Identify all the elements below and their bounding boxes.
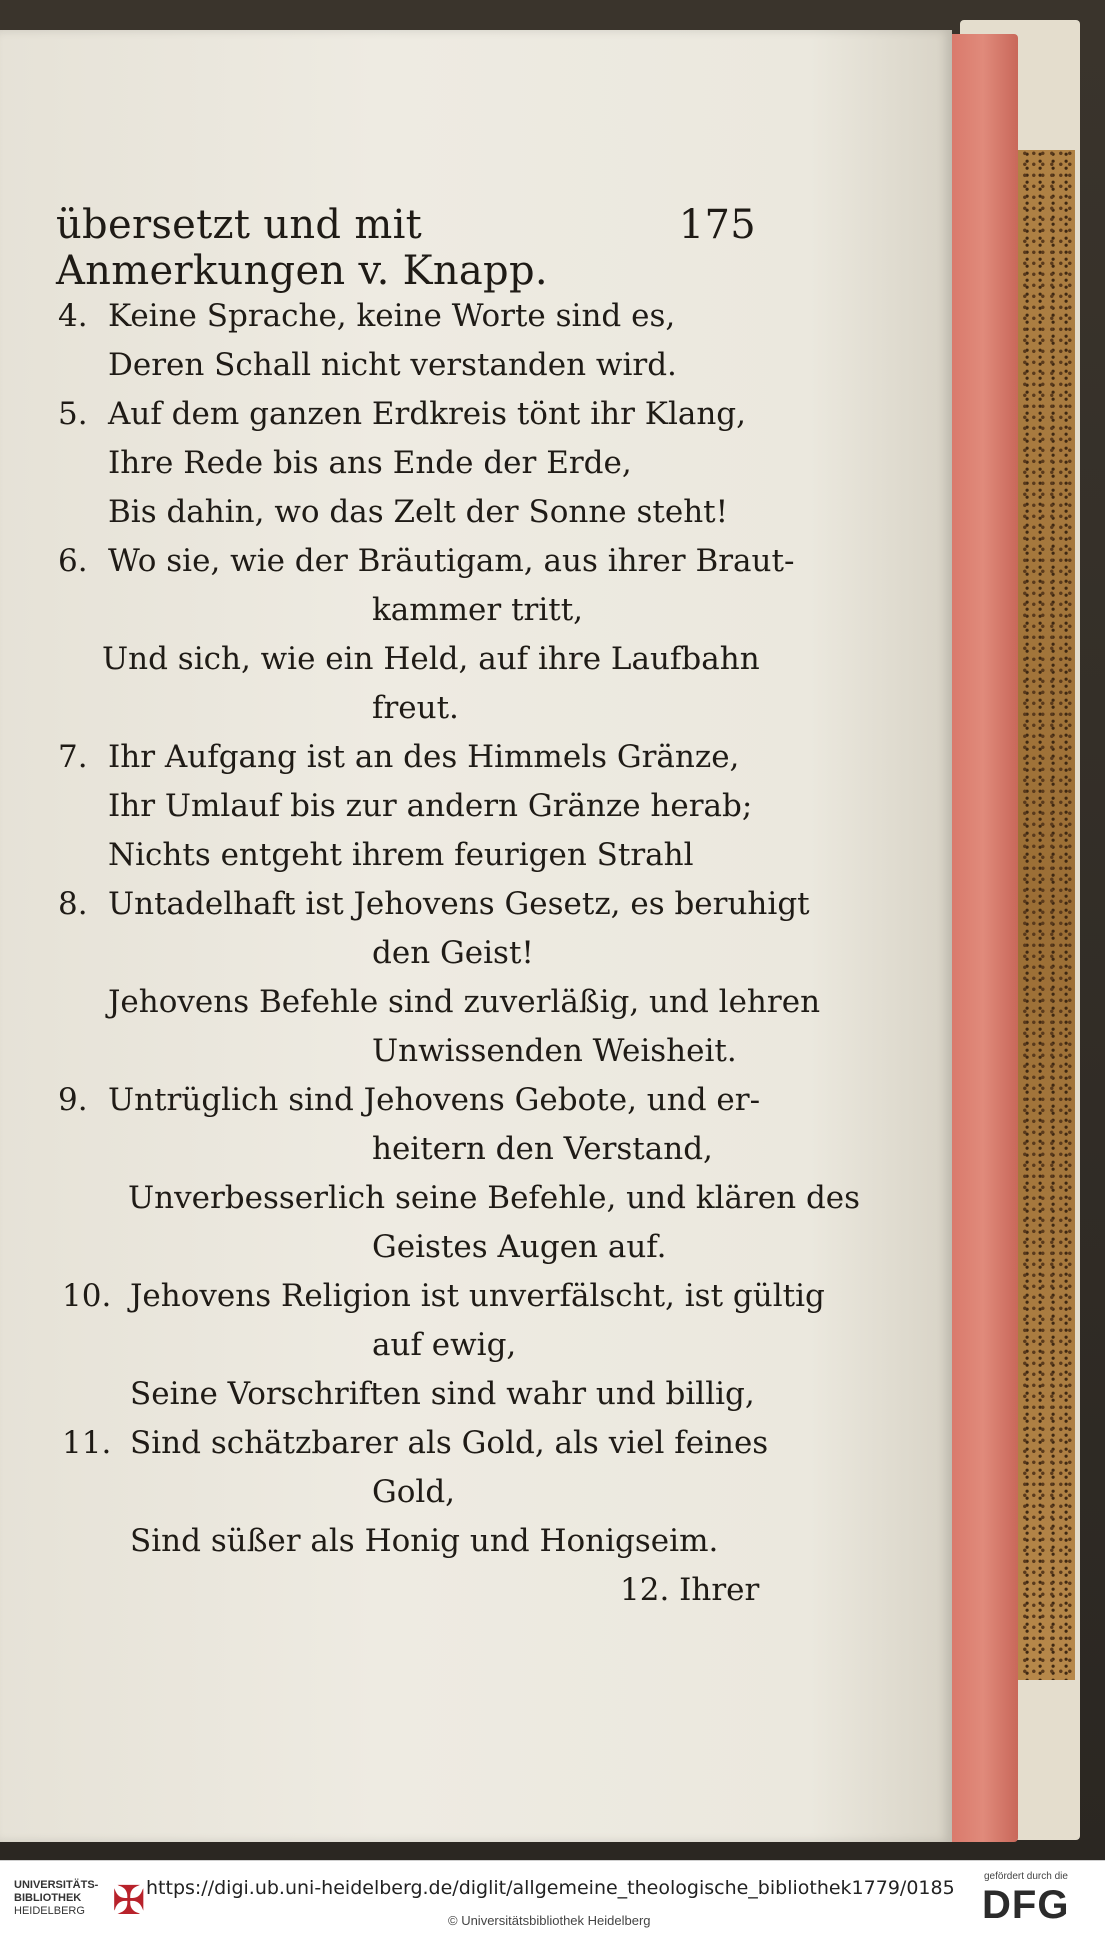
catchword-line	[0, 1566, 952, 1615]
verse-line: Seine Vorschriften sind wahr und billig,	[130, 1376, 755, 1412]
verse-10	[0, 1272, 952, 1419]
verse-line-continuation: Gold,	[372, 1474, 456, 1510]
red-page-edge	[948, 34, 1018, 1842]
book-page	[0, 30, 952, 1842]
verse-5	[0, 390, 952, 537]
verse-line: Jehovens Befehle sind zuverläßig, und lehren	[108, 984, 821, 1020]
page-number: 175	[678, 202, 756, 248]
verse-text	[0, 292, 952, 1615]
verse-number: 5.	[58, 396, 88, 432]
library-emblem-icon: ✠	[112, 1878, 146, 1924]
verse-7	[0, 733, 952, 880]
verse-line-continuation: freut.	[372, 690, 459, 726]
dfg-logo[interactable]: DFG	[982, 1883, 1070, 1927]
verse-number: 7.	[58, 739, 88, 775]
verse-line: Untrüglich sind Jehovens Gebote, und er-	[108, 1082, 761, 1118]
verse-number: 4.	[58, 298, 88, 334]
verse-line-continuation: auf ewig,	[372, 1327, 517, 1363]
verse-line: Unverbesserlich seine Befehle, und klären des	[128, 1180, 861, 1216]
verse-line-continuation: Geistes Augen auf.	[372, 1229, 667, 1265]
verse-line: Deren Schall nicht verstanden wird.	[108, 347, 677, 383]
verse-line: Wo sie, wie der Bräutigam, aus ihrer Braut-	[108, 543, 795, 579]
verse-4	[0, 292, 952, 390]
running-header	[56, 202, 756, 294]
verse-line: Bis dahin, wo das Zelt der Sonne steht!	[108, 494, 729, 530]
verse-number: 10.	[62, 1278, 112, 1314]
header-title: übersetzt und mit Anmerkungen v. Knapp.	[56, 202, 548, 294]
funded-by-label: gefördert durch die	[984, 1871, 1068, 1882]
library-name-line: UNIVERSITÄTS-	[14, 1879, 99, 1891]
verse-8	[0, 880, 952, 1076]
verse-6	[0, 537, 952, 733]
verse-number: 8.	[58, 886, 88, 922]
verse-number: 6.	[58, 543, 88, 579]
verse-line: Ihre Rede bis ans Ende der Erde,	[108, 445, 632, 481]
catchword: 12. Ihrer	[620, 1572, 760, 1608]
footer-bar	[0, 1860, 1105, 1941]
verse-line-continuation: Unwissenden Weisheit.	[372, 1033, 737, 1069]
verse-line: Sind süßer als Honig und Honigseim.	[130, 1523, 719, 1559]
verse-line: Untadelhaft ist Jehovens Gesetz, es beruhigt	[108, 886, 810, 922]
verse-line: Jehovens Religion ist unverfälscht, ist gültig	[130, 1278, 825, 1314]
verse-number: 9.	[58, 1082, 88, 1118]
verse-line: Auf dem ganzen Erdkreis tönt ihr Klang,	[108, 396, 746, 432]
verse-number: 11.	[62, 1425, 112, 1461]
copyright-notice: © Universitätsbibliothek Heidelberg	[448, 1913, 651, 1928]
verse-line: Ihr Umlauf bis zur andern Gränze herab;	[108, 788, 753, 824]
verse-line: Und sich, wie ein Held, auf ihre Laufbahn	[102, 641, 760, 677]
library-logo[interactable]	[14, 1879, 98, 1918]
verse-line: Keine Sprache, keine Worte sind es,	[108, 298, 676, 334]
library-name-line: HEIDELBERG	[14, 1905, 85, 1917]
verse-line-continuation: den Geist!	[372, 935, 534, 971]
verse-line: Ihr Aufgang ist an des Himmels Gränze,	[108, 739, 740, 775]
verse-line: Sind schätzbarer als Gold, als viel feines	[130, 1425, 769, 1461]
verse-line-continuation: heitern den Verstand,	[372, 1131, 713, 1167]
verse-line-continuation: kammer tritt,	[372, 592, 584, 628]
permalink-url[interactable]: https://digi.ub.uni-heidelberg.de/diglit/allgemeine_theologische_bibliothek1779/0185	[146, 1877, 955, 1899]
verse-11	[0, 1419, 952, 1566]
verse-line: Nichts entgeht ihrem feurigen Strahl	[108, 837, 694, 873]
library-name-line: BIBLIOTHEK	[14, 1892, 82, 1904]
verse-9	[0, 1076, 952, 1272]
